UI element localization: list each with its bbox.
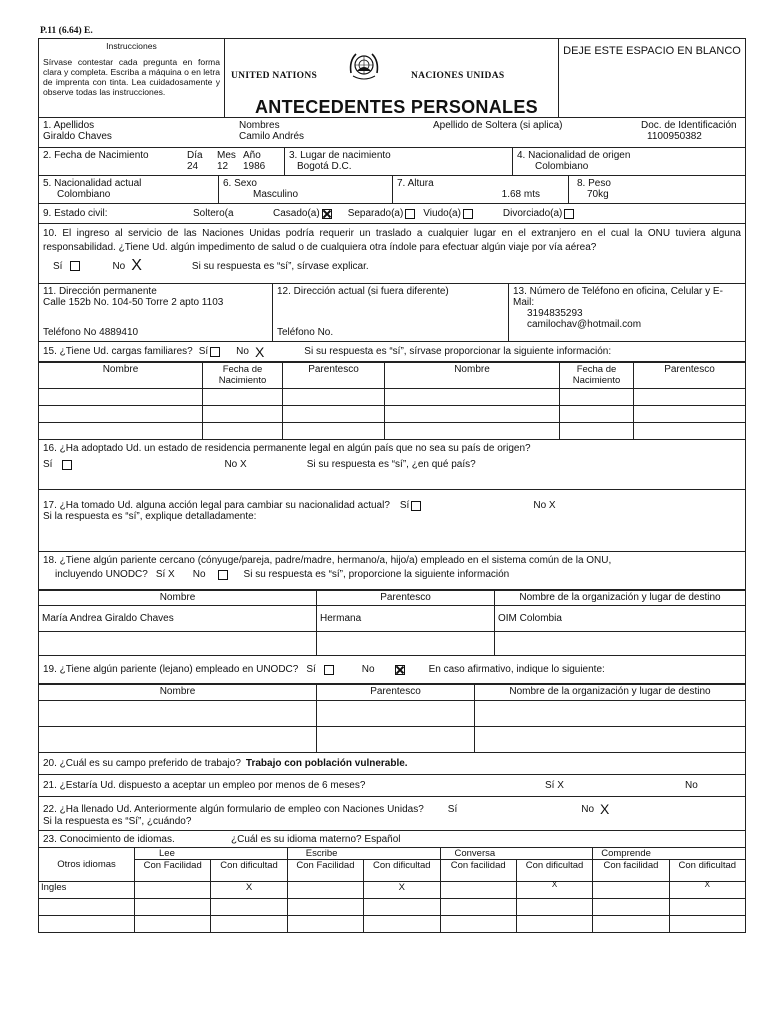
mark-22-no: X — [600, 801, 610, 817]
header-organizacion: Nombre de la organización y lugar de destino — [475, 685, 746, 701]
label-dia: Día — [187, 150, 203, 161]
table-cell[interactable] — [669, 916, 745, 933]
table-cell[interactable] — [135, 916, 211, 933]
label-17-si: Sí — [399, 500, 410, 511]
table-cell[interactable] — [211, 899, 287, 916]
value-direccion-permanente: Calle 152b No. 104-50 Torre 2 apto 1103 — [43, 297, 224, 308]
checkbox-viudo[interactable] — [463, 209, 473, 219]
parientes-cercanos-table — [38, 590, 746, 656]
table-cell[interactable] — [364, 899, 440, 916]
table-cell[interactable]: OIM Colombia — [495, 606, 746, 632]
follow-22: Si la respuesta es “Sí”, ¿cuándo? — [43, 816, 192, 827]
table-cell[interactable] — [560, 389, 634, 406]
follow-16: Si su respuesta es “sí”, ¿en qué país? — [306, 459, 476, 470]
table-cell[interactable] — [385, 423, 560, 440]
label-peso: 8. Peso — [577, 178, 611, 189]
follow-17: Si la respuesta es “sí”, explique detalladamente: — [43, 511, 257, 522]
table-row — [39, 727, 746, 753]
checkbox-16-si[interactable] — [62, 460, 72, 470]
table-cell[interactable] — [475, 701, 746, 727]
label-nacionalidad-actual: 5. Nacionalidad actual — [43, 178, 142, 189]
table-row — [39, 632, 746, 656]
checkbox-19-si[interactable] — [324, 665, 334, 675]
table-row — [39, 882, 746, 899]
table-cell[interactable] — [495, 632, 746, 656]
table-cell[interactable]: Ingles — [39, 882, 135, 899]
header-otros-idiomas: Otros idiomas — [39, 848, 135, 882]
label-15-si: Sí — [198, 346, 209, 357]
label-19-no: No — [361, 664, 375, 675]
table-cell[interactable] — [317, 701, 475, 727]
label-22-no: No — [581, 803, 595, 815]
table-cell[interactable] — [440, 899, 516, 916]
row-11 — [38, 284, 746, 342]
table-cell[interactable] — [317, 632, 495, 656]
cargas-table — [38, 362, 746, 440]
question-15: 15. ¿Tiene Ud. cargas familiares? — [43, 346, 193, 357]
row-17 — [38, 490, 746, 552]
value-anio: 1986 — [243, 161, 266, 172]
opt-soltero: Soltero(a — [193, 208, 234, 219]
label-18-no: No — [192, 569, 206, 580]
table-cell[interactable] — [317, 727, 475, 753]
table-cell[interactable]: María Andrea Giraldo Chaves — [39, 606, 317, 632]
table-cell[interactable] — [440, 916, 516, 933]
label-telefono-email: 13. Número de Teléfono en oficina, Celular y E-Mail: — [513, 286, 723, 308]
label-mes: Mes — [217, 150, 236, 161]
table-cell[interactable] — [211, 916, 287, 933]
value-apellidos: Giraldo Chaves — [43, 131, 112, 142]
answer-20: Trabajo con población vulnerable. — [245, 758, 408, 769]
table-cell[interactable] — [634, 389, 746, 406]
table-cell[interactable] — [39, 916, 135, 933]
table-cell[interactable] — [287, 916, 363, 933]
header-fecha-1: Fecha de Nacimiento — [203, 363, 283, 389]
checkbox-divorciado[interactable] — [564, 209, 574, 219]
value-mes: 12 — [217, 161, 229, 172]
table-cell[interactable] — [385, 389, 560, 406]
parientes-lejanos-table — [38, 684, 746, 753]
header-sub: Con dificultad — [211, 860, 287, 882]
table-cell[interactable] — [560, 423, 634, 440]
header-sub: Con facilidad — [440, 860, 516, 882]
opt-separado: Separado(a) — [347, 208, 404, 219]
label-22-si: Sí — [447, 803, 458, 815]
question-17: 17. ¿Ha tomado Ud. alguna acción legal para cambiar su nacionalidad actual? — [43, 500, 390, 511]
row-22 — [38, 797, 746, 831]
header-sub: Con dificultad — [669, 860, 745, 882]
header-nombre: Nombre — [39, 685, 317, 701]
question-22: 22. ¿Ha llenado Ud. Anteriormente algún formulario de empleo con Naciones Unidas? — [43, 803, 424, 815]
checkbox-19-no[interactable] — [395, 665, 405, 675]
blank-space-box: DEJE ESTE ESPACIO EN BLANCO — [563, 45, 741, 57]
label-sexo: 6. Sexo — [223, 178, 257, 189]
label-direccion-actual: 12. Dirección actual (si fuera diferente) — [277, 286, 449, 297]
table-cell[interactable] — [287, 899, 363, 916]
value-nombres: Camilo Andrés — [239, 131, 305, 142]
telefono-actual: Teléfono No. — [277, 327, 334, 338]
header-sub: Con Facilidad — [287, 860, 363, 882]
label-19-si: Sí — [306, 664, 316, 675]
value-nacionalidad-origen: Colombiano — [535, 161, 589, 172]
row-1 — [38, 118, 746, 148]
table-cell[interactable] — [135, 899, 211, 916]
instructions-box — [39, 39, 225, 117]
title-box — [225, 39, 559, 117]
un-emblem-icon — [347, 49, 381, 83]
question-16: 16. ¿Ha adoptado Ud. un estado de residencia permanente legal en algún país que no sea su país de origen? — [43, 443, 531, 454]
table-row — [39, 406, 746, 423]
table-cell[interactable] — [283, 406, 385, 423]
label-16-no: No X — [224, 459, 247, 470]
form-header — [38, 38, 746, 118]
table-cell[interactable] — [39, 899, 135, 916]
table-cell[interactable] — [440, 882, 516, 899]
label-idiomas: 23. Conocimiento de idiomas. — [43, 833, 175, 845]
table-cell[interactable] — [593, 916, 669, 933]
form-code: P.11 (6.64) E. — [40, 26, 93, 36]
value-nacionalidad-actual: Colombiano — [57, 189, 111, 200]
header-parentesco: Parentesco — [317, 591, 495, 606]
table-cell[interactable] — [39, 632, 317, 656]
table-row — [39, 899, 746, 916]
label-18-si: Sí X — [155, 569, 175, 580]
question-21: 21. ¿Estaría Ud. dispuesto a aceptar un empleo por menos de 6 meses? — [43, 780, 366, 791]
label-altura: 7. Altura — [397, 178, 434, 189]
idioma-materno: ¿Cuál es su idioma materno? Español — [231, 833, 401, 845]
label-16-si: Sí — [43, 459, 53, 470]
label-estado-civil: 9. Estado civil: — [43, 208, 108, 219]
table-cell[interactable] — [669, 899, 745, 916]
value-peso: 70kg — [587, 189, 609, 200]
question-19: 19. ¿Tiene algún pariente (lejano) empleado en UNODC? — [43, 664, 299, 675]
label-21-no: No — [685, 780, 698, 791]
value-telefono: 3194835293 — [527, 308, 583, 319]
table-cell[interactable] — [385, 406, 560, 423]
table-cell[interactable] — [283, 423, 385, 440]
table-row — [39, 389, 746, 406]
explain-10: Si su respuesta es “sí”, sírvase explicar. — [191, 260, 369, 272]
row-16 — [38, 440, 746, 490]
header-parentesco-1: Parentesco — [283, 363, 385, 389]
header-sub: Con facilidad — [593, 860, 669, 882]
checkbox-17-si[interactable] — [411, 501, 421, 511]
table-row — [39, 423, 746, 440]
question-10: 10. El ingreso al servicio de las Naciones Unidas podría requerir un traslado a cualquier lugar en el extranjero en el cual la ONU tuviera alguna responsabilidad. ¿Tiene Ud. algún impedimento de salud o de cualquiera otra índole para efectuar algún viaje por vía aérea? — [43, 228, 741, 253]
table-cell[interactable]: X — [211, 882, 287, 899]
table-cell[interactable]: X — [364, 882, 440, 899]
row-10 — [38, 224, 746, 284]
question-18-line2: incluyendo UNODC? — [55, 569, 148, 580]
table-cell[interactable] — [203, 389, 283, 406]
table-cell[interactable] — [39, 727, 317, 753]
table-cell[interactable] — [634, 423, 746, 440]
header-parentesco-2: Parentesco — [634, 363, 746, 389]
label-21-si: Sí X — [545, 780, 564, 791]
opt-casado: Casado(a) — [273, 208, 320, 219]
table-cell[interactable] — [39, 389, 203, 406]
header-nombre: Nombre — [39, 591, 317, 606]
checkbox-18-no[interactable] — [218, 570, 228, 580]
row-21 — [38, 775, 746, 797]
table-cell[interactable] — [475, 727, 746, 753]
table-cell[interactable] — [283, 389, 385, 406]
row-9 — [38, 204, 746, 224]
table-cell[interactable] — [39, 406, 203, 423]
label-fecha-nacimiento: 2. Fecha de Nacimiento — [43, 150, 149, 161]
header-sub: Con Facilidad — [135, 860, 211, 882]
value-email: camilochav@hotmail.com — [527, 319, 642, 330]
label-direccion-permanente: 11. Dirección permanente — [43, 286, 157, 297]
checkbox-10-si[interactable] — [70, 261, 80, 271]
table-cell[interactable] — [593, 899, 669, 916]
follow-18: Si su respuesta es “sí”, proporcione la siguiente información — [243, 569, 510, 580]
mark-15-no: X — [254, 343, 265, 360]
header-escribe: Escribe — [287, 848, 440, 860]
value-altura: 1.68 mts — [501, 189, 540, 200]
table-cell[interactable] — [203, 423, 283, 440]
header-nombre-2: Nombre — [385, 363, 560, 389]
telefono-permanente: Teléfono No 4889410 — [43, 327, 139, 338]
table-cell[interactable]: X — [516, 882, 592, 899]
label-lugar-nacimiento: 3. Lugar de nacimiento — [289, 150, 391, 161]
label-10-no: No — [112, 260, 126, 272]
label-apellido-soltera: Apellido de Soltera (si aplica) — [433, 120, 563, 131]
instructions-text: Sírvase contestar cada pregunta en forma clara y completa. Escriba a máquina o en letra de imprenta con tinta. Lea cuidadosamente y observe todas las instrucciones. — [43, 56, 220, 97]
label-doc-identificacion: Doc. de Identificación — [641, 120, 737, 131]
row-15 — [38, 342, 746, 362]
value-doc-identificacion: 1100950382 — [647, 131, 702, 142]
form-sheet — [38, 38, 746, 933]
checkbox-separado[interactable] — [405, 209, 415, 219]
table-cell[interactable] — [203, 406, 283, 423]
row-5 — [38, 176, 746, 204]
table-cell[interactable] — [560, 406, 634, 423]
header-comprende: Comprende — [593, 848, 746, 860]
table-cell[interactable] — [516, 916, 592, 933]
opt-divorciado: Divorciado(a) — [502, 208, 563, 219]
header-organizacion: Nombre de la organización y lugar de destino — [495, 591, 746, 606]
header-sub: Con dificultad — [364, 860, 440, 882]
instructions-title: Instrucciones — [106, 41, 157, 51]
header-fecha-2: Fecha de Nacimiento — [560, 363, 634, 389]
row-23 — [38, 831, 746, 847]
org-name-en: UNITED NATIONS — [231, 71, 318, 81]
label-nacionalidad-origen: 4. Nacionalidad de origen — [517, 150, 631, 161]
follow-19: En caso afirmativo, indique lo siguiente: — [428, 664, 605, 675]
header-nombre-1: Nombre — [39, 363, 203, 389]
checkbox-15-si[interactable] — [210, 347, 220, 357]
header-conversa: Conversa — [440, 848, 593, 860]
table-row — [39, 916, 746, 933]
value-lugar-nacimiento: Bogotá D.C. — [297, 161, 352, 172]
table-cell[interactable] — [634, 406, 746, 423]
label-apellidos: 1. Apellidos — [43, 120, 95, 131]
label-15-no: No — [236, 346, 249, 357]
table-cell[interactable] — [39, 423, 203, 440]
table-cell[interactable] — [39, 701, 317, 727]
header-lee: Lee — [135, 848, 288, 860]
question-18: 18. ¿Tiene algún pariente cercano (cónyuge/pareja, padre/madre, hermano/a, hijo/a) empleado en el sistema común de la ONU, — [43, 555, 612, 566]
table-cell[interactable] — [516, 899, 592, 916]
label-17-no: No X — [533, 500, 556, 511]
org-name-es: NACIONES UNIDAS — [411, 71, 505, 81]
form-title: ANTECEDENTES PERSONALES — [255, 97, 538, 117]
opt-viudo: Viudo(a) — [423, 208, 461, 219]
question-20: 20. ¿Cuál es su campo preferido de trabajo? — [43, 758, 241, 769]
row-2 — [38, 148, 746, 176]
table-cell[interactable] — [135, 882, 211, 899]
info-15: Si su respuesta es “sí”, sírvase proporcionar la siguiente información: — [304, 346, 612, 357]
row-19 — [38, 656, 746, 684]
table-cell[interactable]: X — [669, 882, 745, 899]
mark-10-no: X — [131, 257, 142, 274]
header-parentesco: Parentesco — [317, 685, 475, 701]
table-cell[interactable]: Hermana — [317, 606, 495, 632]
label-anio: Año — [243, 150, 261, 161]
row-20 — [38, 753, 746, 775]
table-cell[interactable] — [593, 882, 669, 899]
label-10-si: Sí — [53, 260, 63, 272]
table-cell[interactable] — [364, 916, 440, 933]
value-dia: 24 — [187, 161, 199, 172]
row-18 — [38, 552, 746, 590]
table-row — [39, 606, 746, 632]
label-nombres: Nombres — [239, 120, 280, 131]
table-row — [39, 701, 746, 727]
value-sexo: Masculino — [253, 189, 299, 200]
idiomas-table — [38, 847, 746, 933]
checkbox-casado[interactable] — [322, 209, 332, 219]
table-cell[interactable] — [287, 882, 363, 899]
header-sub: Con dificultad — [516, 860, 592, 882]
